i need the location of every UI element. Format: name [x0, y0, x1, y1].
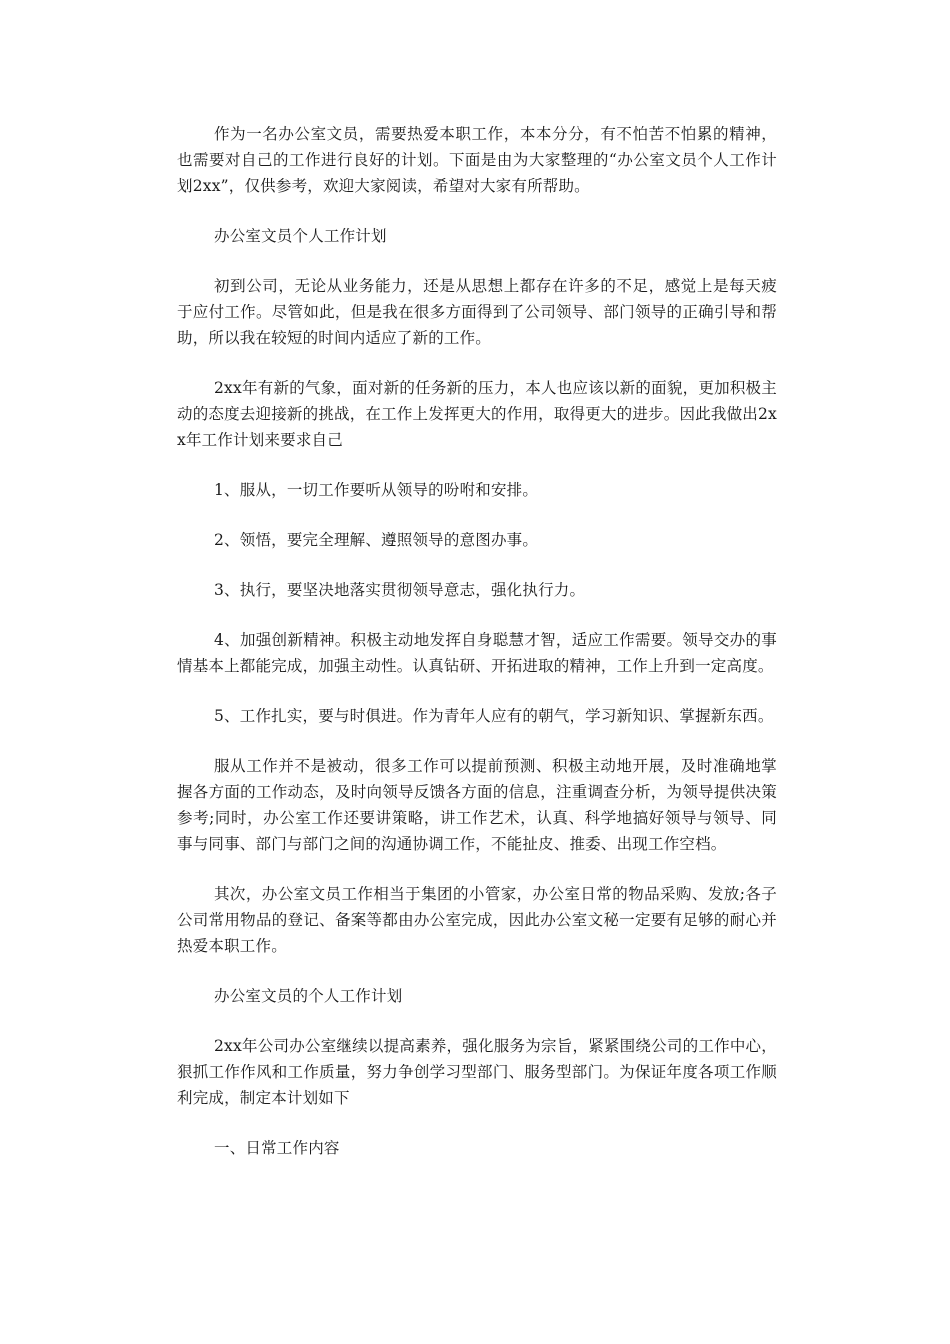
list-item: 5、工作扎实，要与时俱进。作为青年人应有的朝气，学习新知识、掌握新东西。: [214, 707, 774, 725]
body-paragraph: 初到公司，无论从业务能力，还是从思想上都存在许多的不足，感觉上是每天疲于应付工作。尽管如此，但是我在很多方面得到了公司领导、部门领导的正确引导和帮助，所以我在较短的时间内适应了新的工作。: [177, 277, 777, 347]
intro-paragraph: 作为一名办公室文员，需要热爱本职工作，本本分分，有不怕苦不怕累的精神，也需要对自己的工作进行良好的计划。下面是由为大家整理的“办公室文员个人工作计划2xx”，仅供参考，欢迎大家阅读，希望对大家有所帮助。: [177, 125, 777, 195]
list-item: 4、加强创新精神。积极主动地发挥自身聪慧才智，适应工作需要。领导交办的事情基本上都能完成，加强主动性。认真钻研、开拓进取的精神，工作上升到一定高度。: [177, 631, 777, 675]
body-paragraph: 服从工作并不是被动，很多工作可以提前预测、积极主动地开展，及时准确地掌握各方面的工作动态，及时向领导反馈各方面的信息，注重调查分析，为领导提供决策参考;同时，办公室工作还要讲策略，讲工作艺术，认真、科学地搞好领导与领导、同事与同事、部门与部门之间的沟通协调工作，不能扯皮、推委、出现工作空档。: [177, 757, 777, 853]
section-heading: 办公室文员的个人工作计划: [214, 987, 403, 1005]
body-paragraph: 其次，办公室文员工作相当于集团的小管家，办公室日常的物品采购、发放;各子公司常用物品的登记、备案等都由办公室完成，因此办公室文秘一定要有足够的耐心并热爱本职工作。: [177, 885, 777, 955]
document-body: [177, 121, 777, 1185]
list-item: 3、执行，要坚决地落实贯彻领导意志，强化执行力。: [214, 581, 586, 599]
body-paragraph: 2xx年公司办公室继续以提高素养，强化服务为宗旨，紧紧围绕公司的工作中心，狠抓工作作风和工作质量，努力争创学习型部门、服务型部门。为保证年度各项工作顺利完成，制定本计划如下: [177, 1037, 777, 1107]
subsection-heading: 一、日常工作内容: [214, 1139, 340, 1157]
list-item: 2、领悟，要完全理解、遵照领导的意图办事。: [214, 531, 539, 549]
body-paragraph: 2xx年有新的气象，面对新的任务新的压力，本人也应该以新的面貌，更加积极主动的态度去迎接新的挑战，在工作上发挥更大的作用，取得更大的进步。因此我做出2xx年工作计划来要求自己: [177, 379, 777, 449]
section-heading: 办公室文员个人工作计划: [214, 227, 387, 245]
list-item: 1、服从，一切工作要听从领导的吩咐和安排。: [214, 481, 539, 499]
